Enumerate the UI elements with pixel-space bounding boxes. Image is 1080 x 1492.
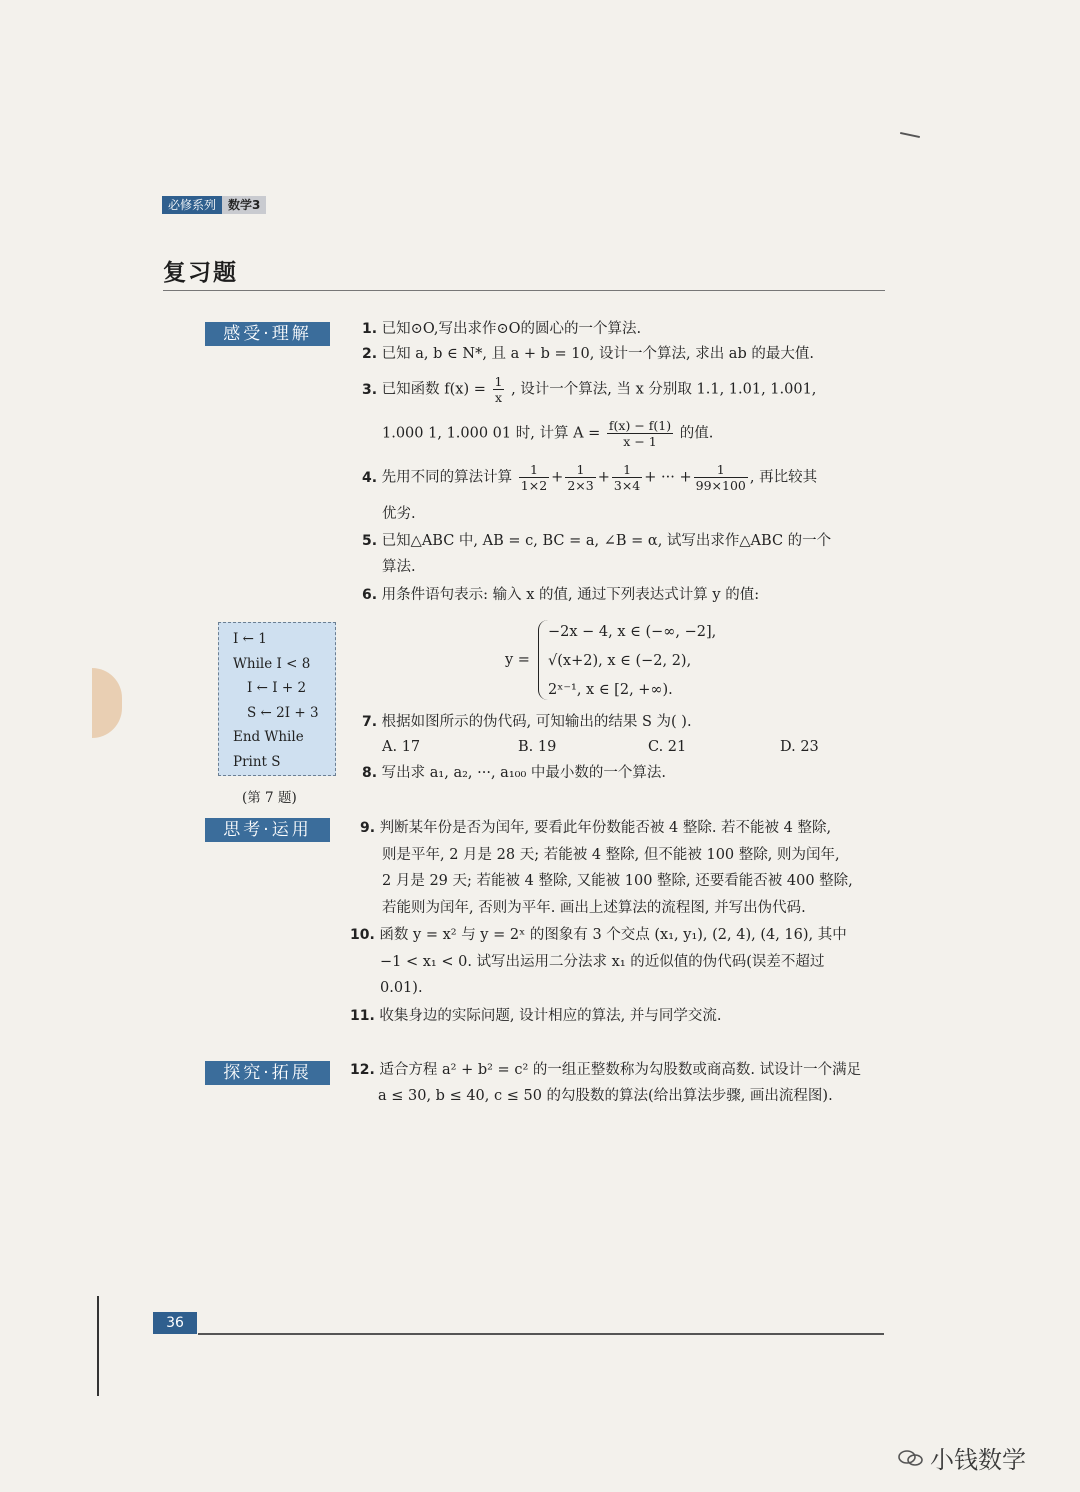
question-12-line2: a ≤ 30, b ≤ 40, c ≤ 50 的勾股数的算法(给出算法步骤, 画出流程图). [378, 1088, 833, 1104]
fraction-numerator: 1 [494, 374, 503, 389]
question-text: 已知 a, b ∈ N*, 且 a + b = 10, 设计一个算法, 求出 ab 的最大值. [381, 346, 814, 362]
fraction-term-last [694, 462, 748, 493]
option-a: A. 17 [382, 739, 421, 755]
wechat-icon [898, 1449, 924, 1467]
footer-rule [198, 1333, 884, 1335]
question-9-line3: 2 月是 29 天; 若能被 4 整除, 又能被 100 整除, 还要看能否被 400 整除, [382, 873, 853, 889]
fraction-denominator: x − 1 [623, 434, 657, 449]
question-text: 适合方程 a² + b² = c² 的一组正整数称为勾股数或商高数. 试设计一个满足 [379, 1062, 862, 1078]
title-rule [163, 290, 885, 291]
question-number: 8. [362, 765, 378, 781]
fraction-term-3 [612, 462, 642, 493]
question-8 [362, 759, 666, 787]
question-number: 6. [362, 587, 378, 603]
question-number: 12. [350, 1062, 375, 1078]
question-5-line2: 算法. [382, 559, 416, 575]
piecewise-case-2: √(x+2), x ∈ (−2, 2), [548, 653, 692, 669]
fraction-term-1 [519, 462, 549, 493]
section-tag-apply: 思考·运用 [205, 818, 330, 842]
fraction-denominator: x [494, 390, 503, 405]
question-10-line1 [350, 921, 847, 949]
question-1 [362, 315, 641, 343]
question-9-line4: 若能则为闰年, 否则为平年. 画出上述算法的流程图, 并写出伪代码. [382, 900, 806, 916]
pseudocode-box [218, 622, 336, 776]
fraction-denominator: 3×4 [613, 478, 641, 493]
question-6 [362, 581, 759, 609]
question-text: 已知⊙O,写出求作⊙O的圆心的一个算法. [381, 321, 642, 337]
figure-caption: (第 7 题) [242, 790, 297, 806]
page-title: 复习题 [163, 260, 238, 286]
question-9-line1 [360, 814, 831, 842]
question-11 [350, 1002, 721, 1030]
piecewise-case-1: −2x − 4, x ∈ (−∞, −2], [548, 624, 717, 640]
fraction-numerator: 1 [694, 462, 748, 478]
question-10-line3: 0.01). [380, 980, 423, 996]
piecewise-case-3: 2ˣ⁻¹, x ∈ [2, +∞). [548, 682, 673, 698]
question-text: , 设计一个算法, 当 x 分别取 1.1, 1.01, 1.001, [511, 381, 817, 398]
fraction-denominator: 2×3 [567, 478, 594, 493]
question-4-line1: 4. 先用不同的算法计算 $\frac{1}{1\times 2}$ + $\frac{1}{2\times 3}$ + $\frac{1}{3\times 4}$ + ··· + $\frac{1}{99\times 100}$ , 再比较其 [362, 462, 818, 493]
fraction-numerator: f(x) − f(1) [608, 418, 672, 433]
fraction-numerator: 1 [565, 462, 595, 478]
code-line: Print S [233, 753, 281, 770]
code-line: While I < 8 [233, 655, 311, 672]
book-label: 数学3 [222, 196, 266, 214]
fraction-term-2 [565, 462, 595, 493]
scan-edge-line [97, 1296, 99, 1396]
page-number: 36 [153, 1312, 197, 1334]
corner-mark [900, 132, 920, 138]
question-number: 3. [362, 381, 378, 398]
fraction-difference-quotient [607, 418, 673, 449]
series-label: 必修系列 [162, 196, 222, 214]
question-text: 函数 y = x² 与 y = 2ˣ 的图象有 3 个交点 (x₁, y₁), (2, 4), (4, 16), 其中 [379, 927, 847, 943]
fraction-denominator: 1×2 [520, 478, 548, 493]
code-line: End While [233, 729, 304, 745]
question-text: 根据如图所示的伪代码, 可知输出的结果 S 为( ). [381, 714, 692, 730]
question-number: 5. [362, 533, 378, 549]
fraction-numerator: 1 [612, 462, 642, 478]
question-5-line1 [362, 527, 831, 555]
question-7 [362, 708, 692, 736]
question-number: 10. [350, 927, 375, 943]
question-text: 用条件语句表示: 输入 x 的值, 通过下列表达式计算 y 的值: [381, 587, 760, 603]
question-number: 1. [362, 321, 378, 337]
question-number: 7. [362, 714, 378, 730]
fraction-numerator: 1 [519, 462, 549, 478]
section-tag-explore: 探究·拓展 [205, 1061, 330, 1085]
question-9-line2: 则是平年, 2 月是 28 天; 若能被 4 整除, 但不能被 100 整除, 则为闰年, [382, 847, 840, 863]
question-number: 9. [360, 820, 376, 836]
question-10-line2: −1 < x₁ < 0. 试写出运用二分法求 x₁ 的近似值的伪代码(误差不超过 [380, 954, 825, 970]
question-number: 4. [362, 469, 378, 486]
question-text: 的值. [679, 425, 714, 442]
question-text: 已知函数 f(x) = [381, 381, 486, 398]
fraction-1-over-x [493, 374, 505, 405]
option-b: B. 19 [518, 739, 557, 755]
ellipsis-plus: + ··· + [644, 469, 692, 486]
watermark-text: 小钱数学 [930, 1446, 1026, 1474]
question-text: 判断某年份是否为闰年, 要看此年份数能否被 4 整除. 若不能被 4 整除, [379, 820, 832, 836]
piecewise-cases [548, 618, 716, 705]
question-text: 先用不同的算法计算 [381, 469, 513, 486]
code-line: I ← 1 [233, 631, 267, 647]
code-line: S ← 2I + 3 [247, 704, 319, 721]
question-text: 收集身边的实际问题, 设计相应的算法, 并与同学交流. [379, 1008, 722, 1024]
piecewise-y-label: y = [505, 652, 530, 668]
question-number: 11. [350, 1008, 375, 1024]
question-text: 已知△ABC 中, AB = c, BC = a, ∠B = α, 试写出求作△ABC 的一个 [381, 533, 832, 549]
question-number: 2. [362, 346, 378, 362]
option-d: D. 23 [780, 739, 819, 755]
section-tag-understand: 感受·理解 [205, 322, 330, 346]
question-text: 写出求 a₁, a₂, ···, a₁₀₀ 中最小数的一个算法. [381, 765, 666, 781]
question-text: , 再比较其 [749, 469, 818, 486]
question-4-line2: 优劣. [382, 506, 416, 522]
question-2 [362, 340, 814, 368]
fraction-denominator: 99×100 [695, 478, 746, 493]
question-3-line1 [362, 374, 816, 405]
option-c: C. 21 [648, 739, 687, 755]
question-3-line2 [382, 418, 713, 449]
series-badge [162, 196, 266, 214]
question-12-line1 [350, 1056, 861, 1084]
thumb-smudge [92, 668, 122, 738]
question-text: 1.000 1, 1.000 01 时, 计算 A = [382, 425, 601, 442]
code-line: I ← I + 2 [247, 680, 307, 696]
